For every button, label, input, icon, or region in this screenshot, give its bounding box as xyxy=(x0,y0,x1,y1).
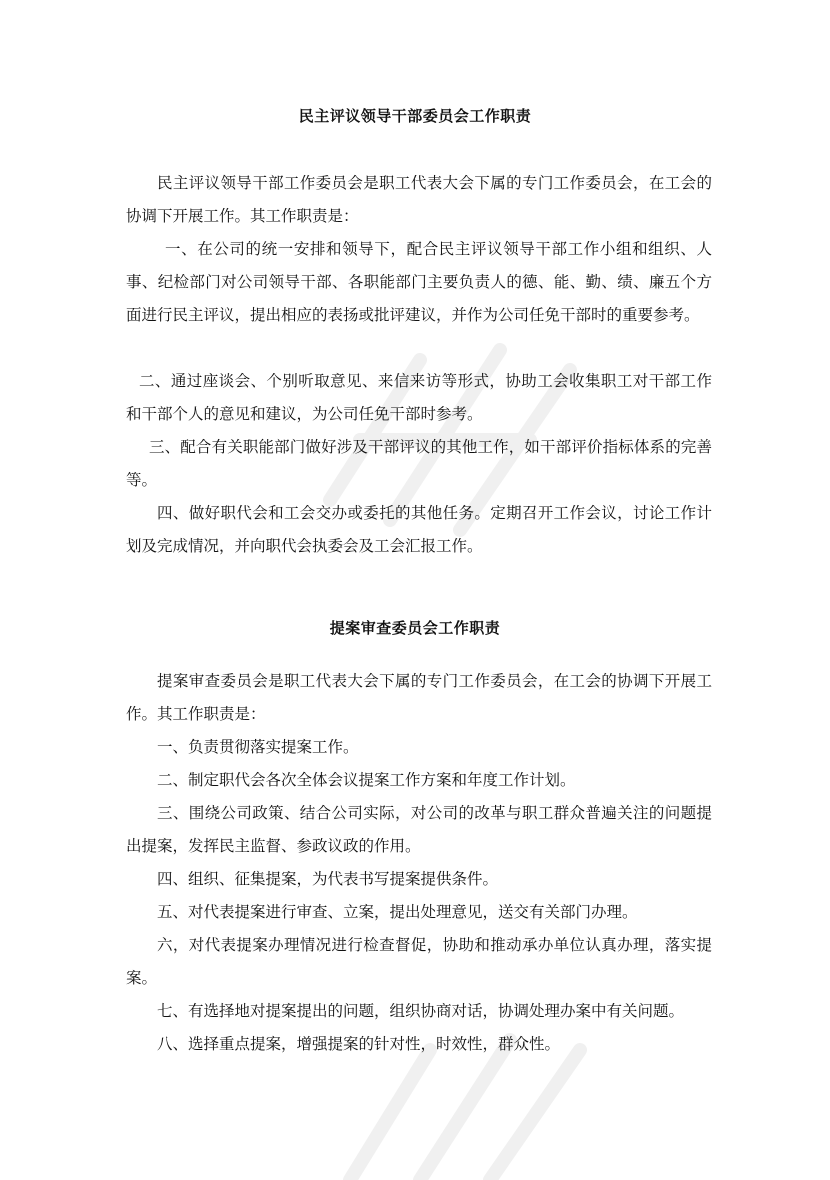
section2-item-2: 二、制定职代会各次全体会议提案工作方案和年度工作计划。 xyxy=(157,771,576,789)
section1-item-1: 一、在公司的统一安排和领导下，配合民主评议领导干部工作小组和组织、人事、纪检部门对公司领导干部、各职能部门主要负责人的德、能、勤、绩、廉五个方面进行民主评议，提出相应的表扬或批评建议，并作为公司任免干部时的重要参考。 xyxy=(126,240,712,324)
section1-intro: 民主评议领导干部工作委员会是职工代表大会下属的专门工作委员会，在工会的协调下开展工作。其工作职责是： xyxy=(126,174,712,225)
section2-item-6: 六，对代表提案办理情况进行检查督促，协助和推动承办单位认真办理，落实提案。 xyxy=(126,936,712,987)
section2-item-7: 七、有选择地对提案提出的问题，组织协商对话，协调处理办案中有关问题。 xyxy=(157,1002,685,1020)
section2-item-4: 四、组织、征集提案，为代表书写提案提供条件。 xyxy=(157,870,499,888)
section2-item-1: 一、负责贯彻落实提案工作。 xyxy=(157,738,359,756)
section-title-proposal-review: 提案审查委员会工作职责 xyxy=(329,619,501,637)
section2-item-3: 三、围绕公司政策、结合公司实际，对公司的改革与职工群众普遍关注的问题提出提案，发挥民主监督、参政议政的作用。 xyxy=(126,804,712,855)
section1-item-2: 二、通过座谈会、个别听取意见、来信来访等形式，协助工会收集职工对干部工作和干部个人的意见和建议，为公司任免干部时参考。 xyxy=(126,372,712,423)
section1-item-3: 三、配合有关职能部门做好涉及干部评议的其他工作，如干部评价指标体系的完善等。 xyxy=(126,438,712,489)
section2-intro: 提案审查委员会是职工代表大会下属的专门工作委员会，在工会的协调下开展工作。其工作职责是： xyxy=(126,672,712,723)
section2-item-8: 八、选择重点提案，增强提案的针对性，时效性，群众性。 xyxy=(157,1035,561,1053)
section2-item-5: 五、对代表提案进行审查、立案，提出处理意见，送交有关部门办理。 xyxy=(157,903,638,921)
section1-item-4: 四、做好职代会和工会交办或委托的其他任务。定期召开工作会议，讨论工作计划及完成情况，并向职代会执委会及工会汇报工作。 xyxy=(126,504,712,555)
section-title-democratic-evaluation: 民主评议领导干部委员会工作职责 xyxy=(298,107,532,125)
